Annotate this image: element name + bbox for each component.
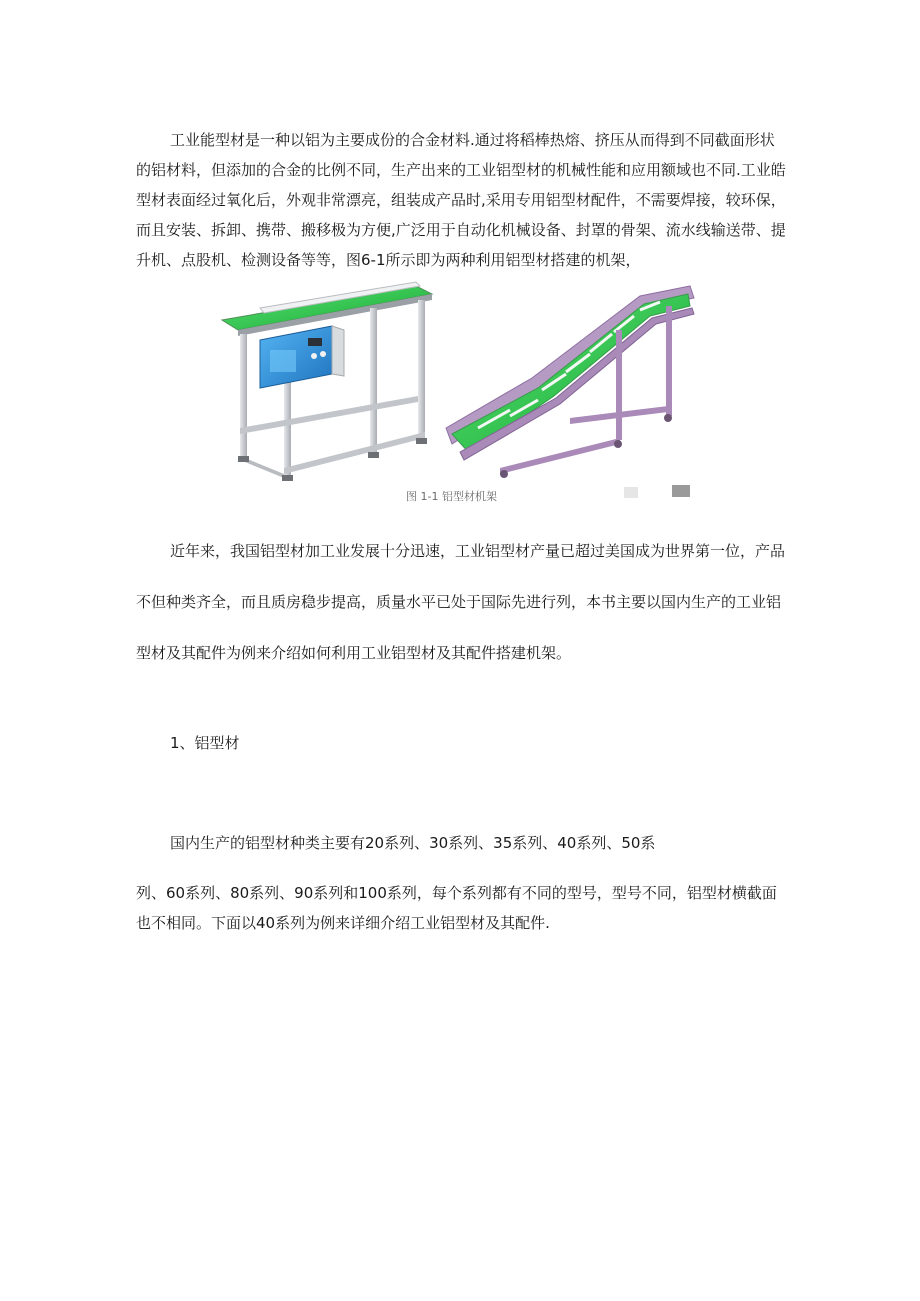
horizontal-conveyor-frame bbox=[222, 282, 432, 481]
figure-illustration bbox=[220, 278, 698, 506]
incline-conveyor-frame bbox=[446, 286, 694, 478]
development-paragraph: 近年来，我国铝型材加工业发展十分迅速，工业铝型材产量已超过美国成为世界第一位，产品不但种类齐全，而且质房稳步提高，质量水平已处于国际先进行列，本书主要以国内生产的工业铝型材及其配件为例来介绍如何利用工业铝型材及其配件搭建机架。 bbox=[136, 542, 786, 662]
series-paragraph bbox=[136, 828, 788, 938]
caption-mark bbox=[672, 485, 690, 497]
series-line-1: 国内生产的铝型材种类主要有20系列、30系列、35系列、40系列、50系 bbox=[170, 834, 656, 852]
intro-paragraph: 工业能型材是一种以铝为主要成份的合金材料.通过将稻棒热熔、挤压从而得到不同截面形状的铝材料，但添加的合金的比例不同，生产出来的工业铝型材的机械性能和应用额域也不同.工业皓型材表面经过氧化后，外观非常漂亮，组装成产品时,采用专用铝型材配件，不需要焊接，较环保，而且安装、拆卸、携带、搬移极为方便,广泛用于自动化机械设备、封罩的骨架、流水线输送带、提升机、点股机、检测设备等等，图6-1所示即为两种利用铝型材搭建的机架， bbox=[136, 131, 786, 269]
figure-caption: 图 1-1 铝型材机架 bbox=[406, 490, 497, 503]
paragraph-gap bbox=[136, 858, 788, 878]
figure-aluminum-frames bbox=[220, 278, 698, 506]
caption-mark bbox=[624, 487, 638, 498]
section-heading: 1、铝型材 bbox=[170, 734, 240, 752]
series-line-2: 列、60系列、80系列、90系列和100系列，每个系列都有不同的型号，型号不同，铝型材横截面也不相同。下面以40系列为例来详细介绍工业铝型材及其配件. bbox=[136, 884, 777, 932]
control-box bbox=[260, 326, 344, 388]
